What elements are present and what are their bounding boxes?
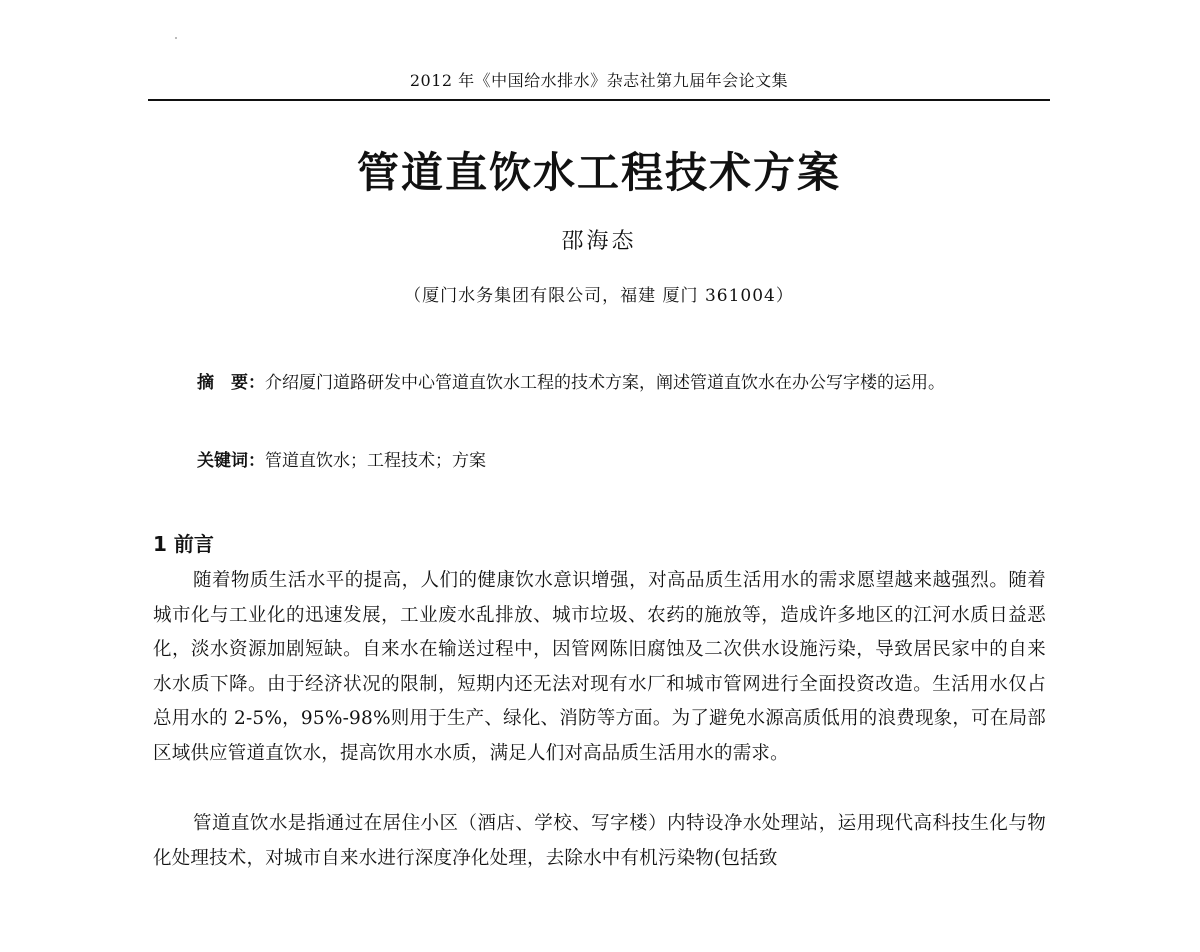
paper-title: 管道直饮水工程技术方案 [356, 148, 841, 197]
header-rule [148, 99, 1050, 101]
abstract-text: 介绍厦门道路研发中心管道直饮水工程的技术方案，阐述管道直饮水在办公写字楼的运用。 [265, 373, 945, 393]
author-name: 邵海态 [561, 229, 637, 254]
keywords [153, 445, 1045, 477]
scan-speck [175, 37, 177, 39]
keywords-label: 关键词： [197, 451, 265, 471]
body-paragraph: 随着物质生活水平的提高，人们的健康饮水意识增强，对高品质生活用水的需求愿望越来越强烈。随着城市化与工业化的迅速发展，工业废水乱排放、城市垃圾、农药的施放等，造成许多地区的江河水质日益恶化，淡水资源加剧短缺。自来水在输送过程中，因管网陈旧腐蚀及二次供水设施污染，导致居民家中的自来水水质下降。由于经济状况的限制，短期内还无法对现有水厂和城市管网进行全面投资改造。生活用水仅占总用水的 2-5%，95%-98%则用于生产、绿化、消防等方面。为了避免水源高质低用的浪费现象，可在局部区域供应管道直饮水，提高饮用水水质，满足人们对高品质生活用水的需求。 [153, 570, 1046, 764]
abstract [153, 362, 1045, 404]
keywords-text: 管道直饮水；工程技术；方案 [265, 451, 486, 471]
body-paragraph: 管道直饮水是指通过在居住小区（酒店、学校、写字楼）内特设净水处理站，运用现代高科技生化与物化处理技术，对城市自来水进行深度净化处理，去除水中有机污染物(包括致 [153, 813, 1046, 869]
section-heading: 1 前言 [153, 532, 214, 556]
abstract-label: 摘 要： [197, 373, 265, 393]
running-header: 2012 年《中国给水排水》杂志社第九届年会论文集 [409, 71, 789, 90]
author-affiliation: （厦门水务集团有限公司，福建 厦门 361004） [404, 286, 794, 306]
